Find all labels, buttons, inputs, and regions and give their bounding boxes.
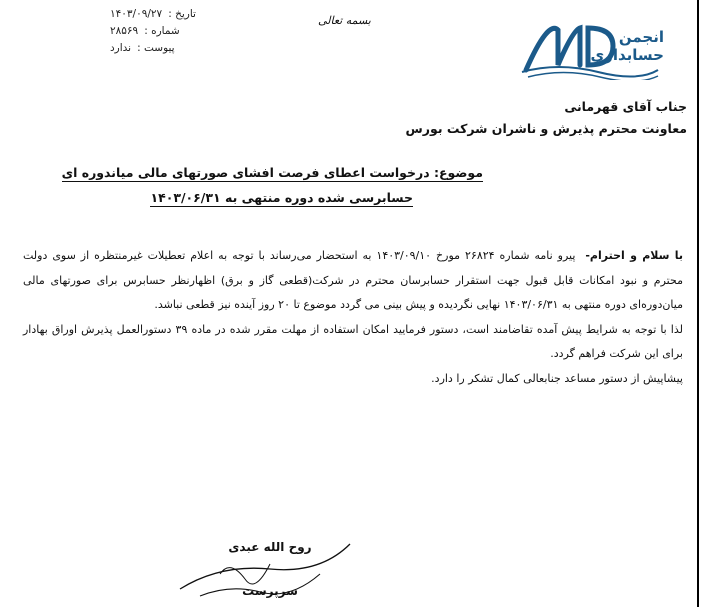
letter-body	[23, 244, 683, 391]
date-value: ۱۴۰۳/۰۹/۲۷	[110, 8, 163, 20]
attachment-label: پیوست :	[137, 42, 175, 54]
attachment-row	[110, 40, 230, 57]
signatory-name: روح الله عبدی	[228, 540, 312, 554]
body-paragraph-2: لذا با توجه به شرایط پیش آمده تقاضامند است، دستور فرمایید امکان استفاده از مهلت مقرر شده در ماده ۳۹ دستورالعمل پذیرش اوراق بهادار برای این شرکت فراهم گردد.	[23, 322, 683, 360]
handwritten-signature-icon	[160, 534, 360, 604]
recipient-name: جناب آقای قهرمانی	[564, 99, 687, 114]
company-logo	[518, 10, 668, 80]
recipient-position: معاونت محترم پذیرش و ناشران شرکت بورس	[405, 121, 687, 136]
signatory-title: سرپرست	[242, 584, 298, 598]
date-label: تاریخ :	[168, 8, 196, 20]
number-label: شماره :	[144, 25, 180, 37]
page-edge-line	[697, 0, 699, 607]
body-paragraph-3: پیشاپیش از دستور مساعد جنابعالی کمال تشکر را دارد.	[431, 371, 683, 385]
attachment-value: ندارد	[110, 42, 132, 54]
date-row	[110, 6, 230, 23]
number-row	[110, 23, 230, 40]
body-paragraph-1	[23, 244, 683, 318]
logo-text: انجمن حسابداری	[590, 28, 664, 64]
basmala-heading: بسمه تعالی	[318, 14, 371, 27]
greeting: با سلام و احترام-	[585, 249, 684, 262]
number-value: ۲۸۵۶۹	[110, 25, 139, 37]
subject-line-2: حسابرسی شده دوره منتهی به ۱۴۰۳/۰۶/۳۱	[150, 190, 413, 205]
subject-block	[62, 160, 483, 210]
subject-line-1: موضوع: درخواست اعطای فرصت افشای صورتهای مالی میاندوره ای	[61, 165, 483, 180]
signature-block	[200, 540, 340, 598]
letter-meta	[110, 6, 230, 57]
recipient-block	[406, 96, 687, 140]
body-text-1: پیرو نامه شماره ۲۶۸۲۴ مورخ ۱۴۰۳/۰۹/۱۰ به استحضار می‌رساند با توجه به اعلام تعطیلات غیرمنتظره از سوی دولت محترم و نبود امکانات قابل قبول جهت استقرار حسابرسان محترم در شرکت(قطعی گاز و برق) اظهارنظر حسابرس برای صورتهای مالی میان‌دوره‌ای دوره منتهی به ۱۴۰۳/۰۶/۳۱ نهایی نگردیده و پیش بینی می گردد موضوع تا ۲۰ روز آینده نیز قطعی نباشد.	[23, 249, 683, 311]
